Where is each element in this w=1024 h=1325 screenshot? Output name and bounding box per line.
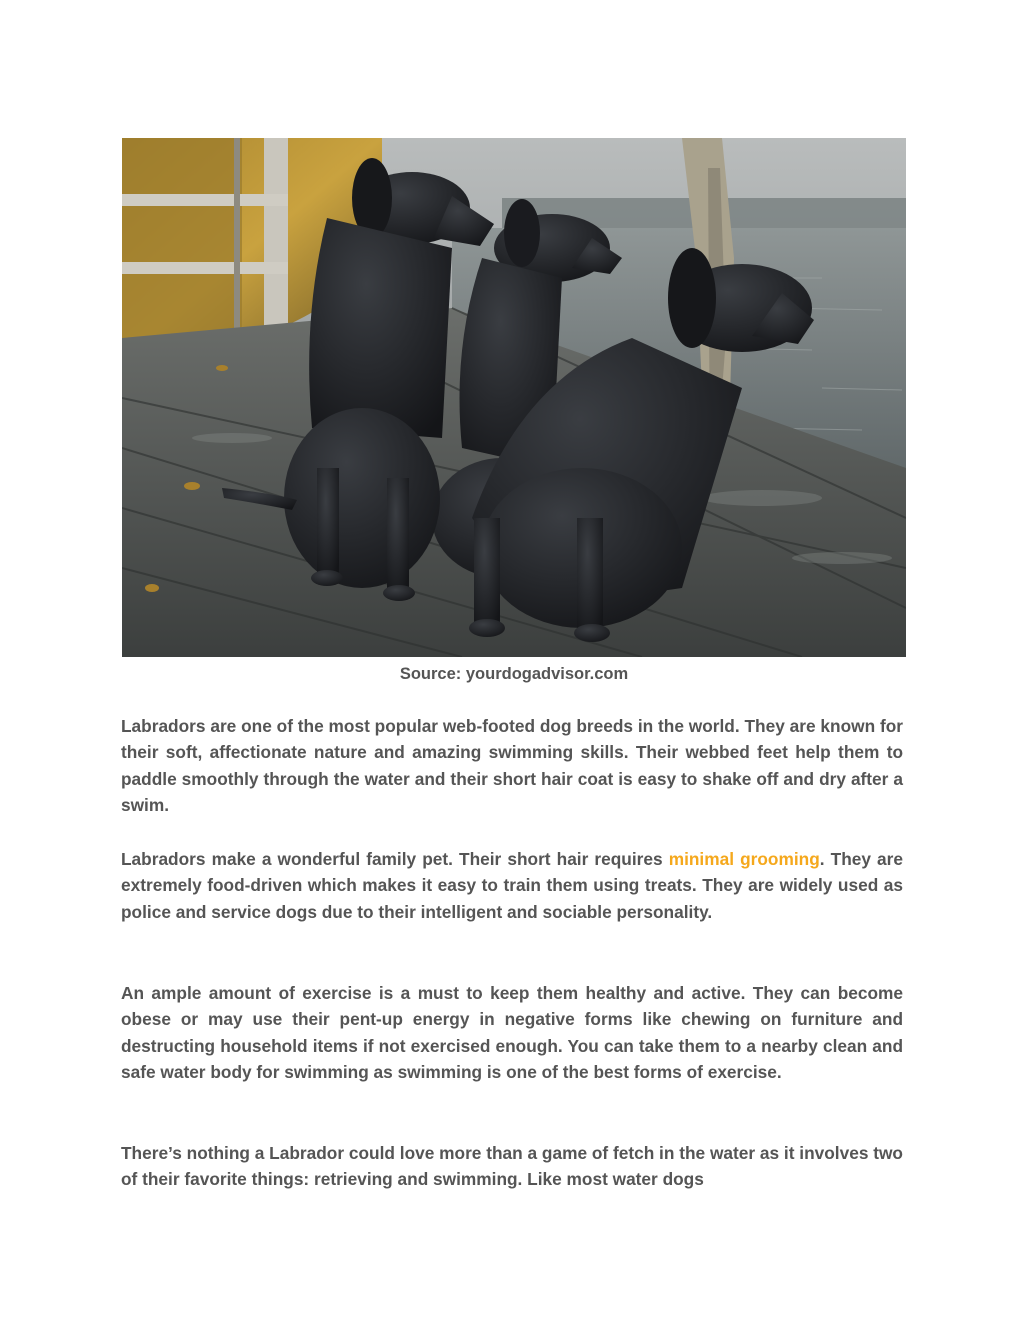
image-caption: Source: yourdogadvisor.com bbox=[399, 665, 629, 683]
labradors-photo bbox=[122, 138, 906, 657]
paragraph-4: There’s nothing a Labrador could love more than a game of fetch in the water as it involves two of their favorite things: retrieving and swimming. Like most water dogs bbox=[121, 1143, 903, 1190]
paragraph-1: Labradors are one of the most popular web-footed dog breeds in the world. They are known for their soft, affectionate nature and amazing swimming skills. Their webbed feet help them to paddle smoothly through the water and their short hair coat is easy to shake off and dry after a swim. bbox=[121, 716, 903, 815]
paragraph-2-text-before: Labradors make a wonderful family pet. Their short hair requires bbox=[121, 849, 669, 869]
paragraph-2 bbox=[121, 846, 903, 925]
minimal-grooming-link[interactable]: minimal grooming bbox=[668, 849, 820, 869]
paragraph-3: An ample amount of exercise is a must to keep them healthy and active. They can become obese or may use their pent-up energy in negative forms like chewing on furniture and destructing household items if not exercised enough. You can take them to a nearby clean and safe water body for swimming as swimming is one of the best forms of exercise. bbox=[121, 983, 903, 1082]
paragraph-2-text-after: . They are extremely food-driven which makes it easy to train them using treats. They are widely used as police and service dogs due to their intelligent and sociable personality. bbox=[121, 849, 904, 922]
